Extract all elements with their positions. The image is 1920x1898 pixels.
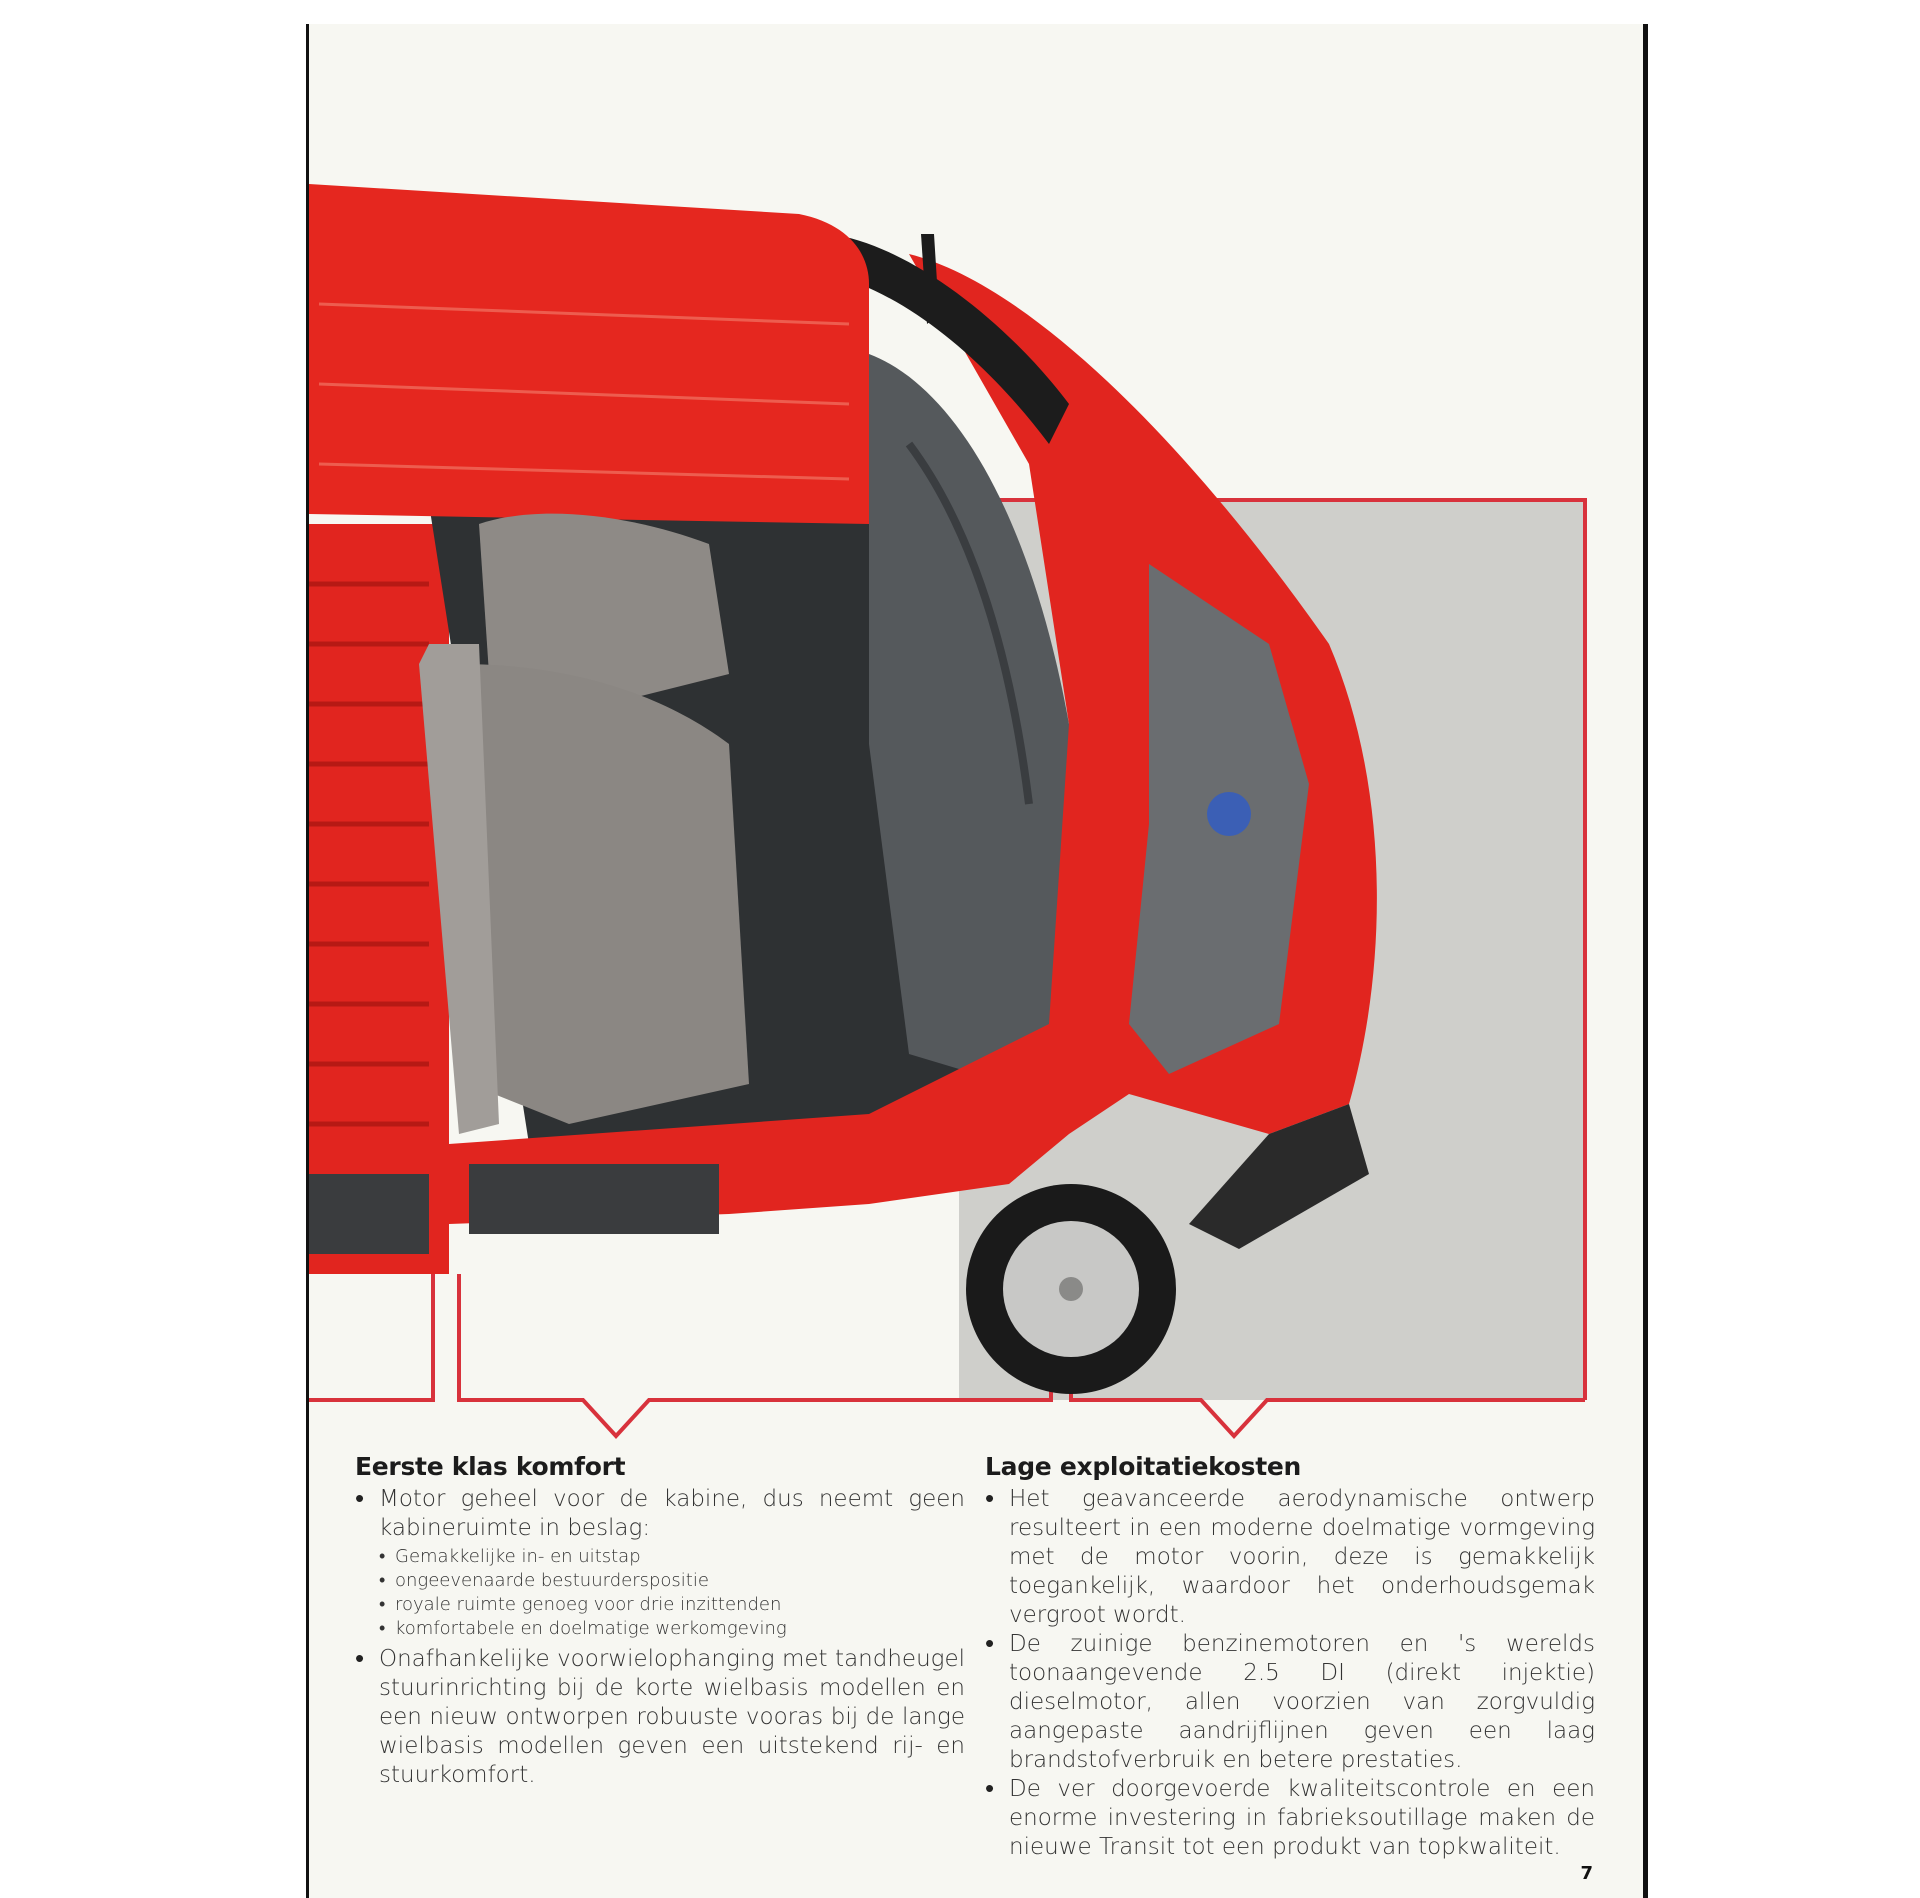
sub-list-item: • komfortabele en doelmatige werkomgeving	[379, 1617, 965, 1641]
comfort-heading: Eerste klas komfort	[355, 1452, 626, 1481]
comfort-section	[355, 1452, 965, 1790]
list-item: • De zuinige benzinemotoren en 's werelds toonaangevende 2.5 DI (direkt injektie) dieselmotor, allen voorzien van zorgvuldig aangepaste aandrijflijnen geven een laag brandstofverbruik en betere prestaties.	[985, 1630, 1595, 1775]
costs-list	[985, 1485, 1595, 1862]
sub-list-item: • Gemakkelijke in- en uitstap	[379, 1545, 965, 1569]
costs-section	[985, 1452, 1595, 1862]
list-item	[355, 1485, 965, 1641]
costs-heading: Lage exploitatiekosten	[985, 1452, 1302, 1481]
sub-list-item: • ongeevenaarde bestuurderspositie	[379, 1569, 965, 1593]
van-body	[309, 184, 1377, 1394]
list-item: • Het geavanceerde aerodynamische ontwerp resulteert in een moderne doelmatige vormgeving met de motor voorin, deze is gemakkelijk toegankelijk, waardoor het onderhoudsgemak vergroot wordt.	[985, 1485, 1595, 1630]
sub-list	[379, 1545, 965, 1641]
list-item-text: Motor geheel voor de kabine, dus neemt geen kabineruimte in beslag:	[379, 1486, 965, 1541]
sub-list-item: • royale ruimte genoeg voor drie inzittenden	[379, 1593, 965, 1617]
van-cutaway-photo	[309, 24, 1648, 1444]
list-item: • Onafhankelijke voorwielophanging met tandheugel stuurinrichting bij de korte wielbasis modellen en een nieuw ontworpen robuuste vooras bij de lange wielbasis modellen geven een uitstekend rij- en stuurkomfort.	[355, 1645, 965, 1790]
comfort-list	[355, 1485, 965, 1790]
van-illustration	[309, 24, 1648, 1444]
brochure-page	[306, 24, 1648, 1898]
page-number: 7	[1580, 1863, 1593, 1884]
list-item: • De ver doorgevoerde kwaliteitscontrole en een enorme investering in fabrieksoutillage maken de nieuwe Transit tot een produkt van topkwaliteit.	[985, 1775, 1595, 1862]
